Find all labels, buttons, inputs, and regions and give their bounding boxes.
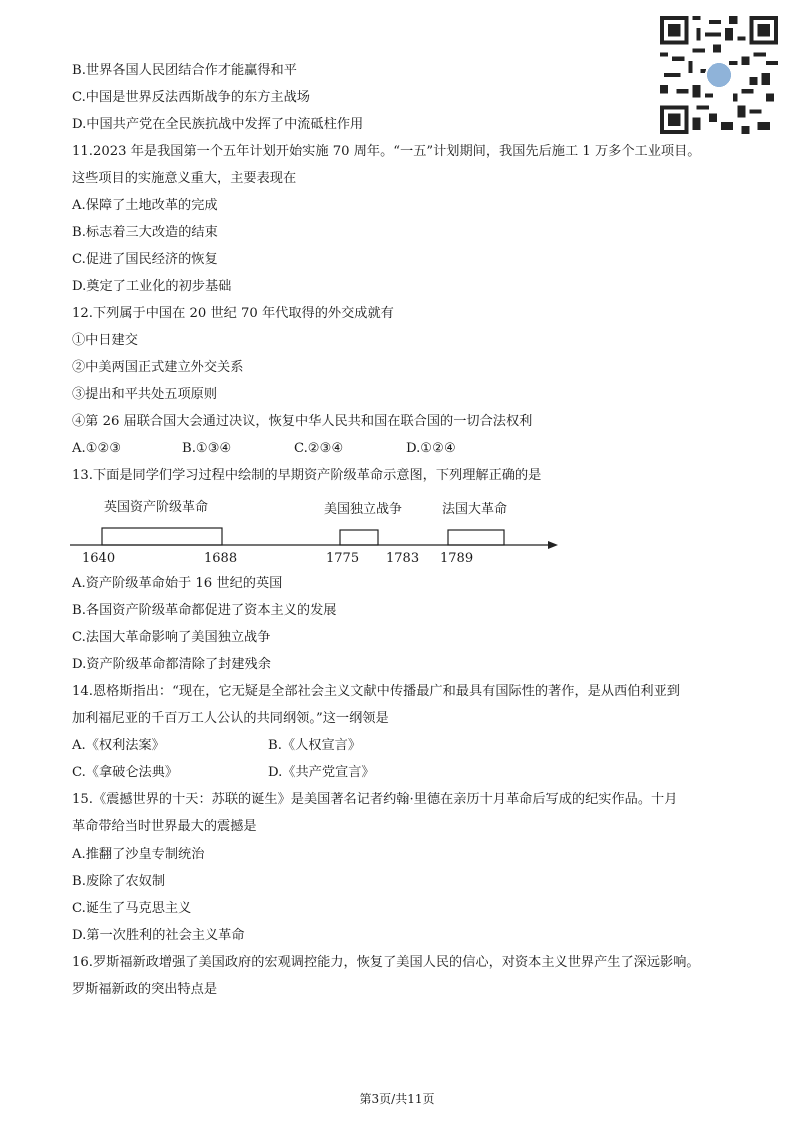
timeline-year: 1789: [440, 551, 474, 566]
timeline-label-france: 法国大革命: [442, 502, 508, 517]
q11-option-a: A.保障了土地改革的完成: [72, 198, 218, 213]
timeline-year: 1688: [204, 551, 238, 566]
q13-option-d: D.资产阶级革命都清除了封建残余: [72, 657, 271, 672]
timeline-label-america: 美国独立战争: [324, 502, 403, 517]
q12-item-3: ③提出和平共处五项原则: [72, 387, 218, 402]
q13-option-b: B.各国资产阶级革命都促进了资本主义的发展: [72, 603, 337, 618]
q12-stem: 12.下列属于中国在 20 世纪 70 年代取得的外交成就有: [72, 306, 394, 321]
q15-option-a: A.推翻了沙皇专制统治: [72, 847, 205, 862]
q12-option-a: A.①②③: [72, 441, 122, 456]
q15-option-d: D.第一次胜利的社会主义革命: [72, 928, 245, 943]
q11-stem-line2: 这些项目的实施意义重大，主要表现在: [72, 171, 297, 186]
q14-option-d: D.《共产党宣言》: [268, 765, 375, 780]
timeline-bracket-england: [102, 528, 222, 545]
timeline-year: 1783: [386, 551, 420, 566]
qr-code-image: [660, 16, 778, 134]
q11-option-c: C.促进了国民经济的恢复: [72, 252, 218, 267]
q14-option-a: A.《权利法案》: [72, 738, 165, 753]
q12-option-c: C.②③④: [294, 441, 344, 456]
q15-stem-line2: 革命带给当时世界最大的震撼是: [72, 819, 257, 834]
q13-stem: 13.下面是同学们学习过程中绘制的早期资产阶级革命示意图，下列理解正确的是: [72, 468, 542, 483]
timeline-arrow: [548, 541, 558, 549]
q15-stem-line1: 15.《震撼世界的十天：苏联的诞生》是美国著名记者约翰·里德在亲历十月革命后写成的纪实作品。十月: [72, 792, 678, 807]
q11-option-b: B.标志着三大改造的结束: [72, 225, 218, 240]
page-number-footer: 第3页/共11页: [359, 1092, 435, 1106]
timeline-label-england: 英国资产阶级革命: [104, 500, 209, 515]
q15-option-c: C.诞生了马克思主义: [72, 901, 192, 916]
q12-option-d: D.①②④: [406, 441, 456, 456]
q10-option-b: B.世界各国人民团结合作才能赢得和平: [72, 63, 297, 78]
q16-stem-line1: 16.罗斯福新政增强了美国政府的宏观调控能力，恢复了美国人民的信心，对资本主义世界产生了深远影响。: [72, 955, 700, 970]
q15-option-b: B.废除了农奴制: [72, 874, 166, 889]
q12-item-1: ①中日建交: [72, 333, 138, 348]
q12-option-b: B.①③④: [182, 441, 232, 456]
q14-stem-line2: 加利福尼亚的千百万工人公认的共同纲领。”这一纲领是: [72, 711, 389, 726]
timeline-bracket-america: [340, 530, 378, 545]
q13-option-a: A.资产阶级革命始于 16 世纪的英国: [72, 576, 283, 591]
q14-option-c: C.《拿破仑法典》: [72, 765, 179, 780]
timeline-year: 1640: [82, 551, 116, 566]
timeline-year: 1775: [326, 551, 360, 566]
q10-option-d: D.中国共产党在全民族抗战中发挥了中流砥柱作用: [72, 117, 364, 132]
revolution-timeline: [68, 490, 568, 570]
q11-stem-line1: 11.2023 年是我国第一个五年计划开始实施 70 周年。“一五”计划期间，我国先后施工 1 万多个工业项目。: [72, 144, 701, 159]
timeline-bracket-france: [448, 530, 504, 545]
q12-item-2: ②中美两国正式建立外交关系: [72, 360, 244, 375]
q12-item-4: ④第 26 届联合国大会通过决议，恢复中华人民共和国在联合国的一切合法权利: [72, 414, 533, 429]
q10-option-c: C.中国是世界反法西斯战争的东方主战场: [72, 90, 310, 105]
q14-option-b: B.《人权宣言》: [268, 738, 362, 753]
q14-stem-line1: 14.恩格斯指出：“现在，它无疑是全部社会主义文献中传播最广和最具有国际性的著作，是从西伯利亚到: [72, 684, 680, 699]
q11-option-d: D.奠定了工业化的初步基础: [72, 279, 232, 294]
q13-option-c: C.法国大革命影响了美国独立战争: [72, 630, 271, 645]
q16-stem-line2: 罗斯福新政的突出特点是: [72, 982, 218, 997]
